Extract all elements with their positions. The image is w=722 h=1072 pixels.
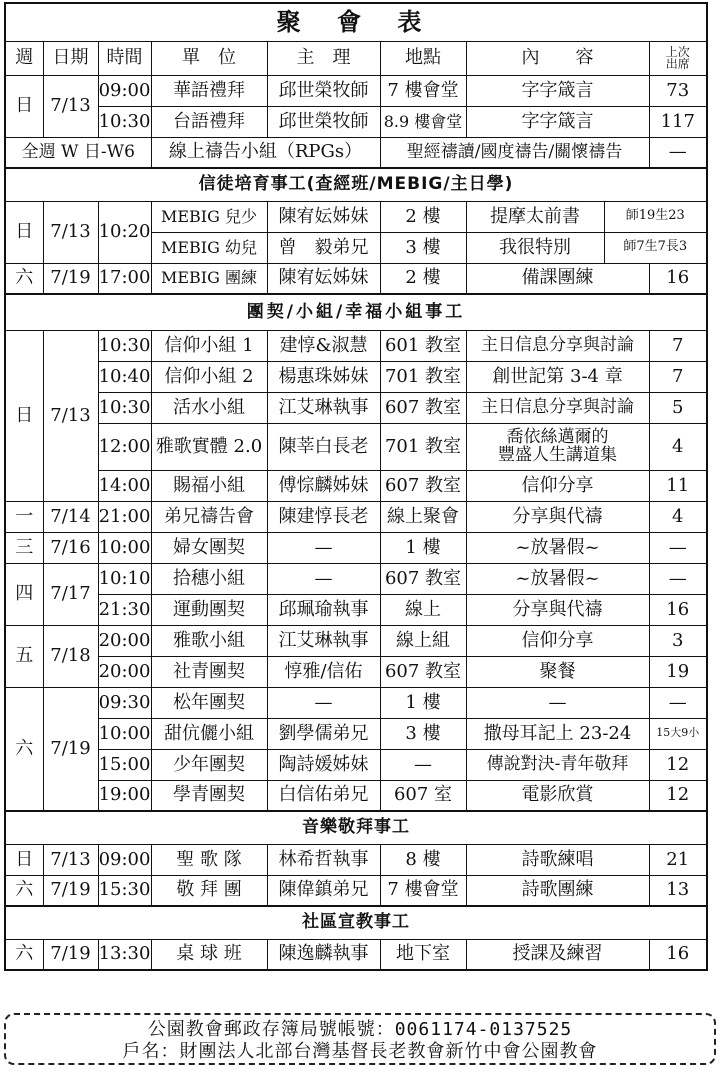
unit-cell: 聖 歌 隊 [151,844,267,875]
host-cell: 陳建惇長老 [267,501,380,532]
unit-cell: 弟兄禱告會 [151,501,267,532]
table-row [5,594,707,625]
time-cell: 10:30 [98,330,151,361]
unit-cell: 華語禮拜 [151,75,267,106]
count-cell: 4 [649,423,707,470]
section-header-community: 社區宣教事工 [5,906,707,939]
place-cell: 701 教室 [380,423,466,470]
col-header-place: 地點 [380,41,466,75]
date-cell: 7/17 [43,563,98,625]
place-cell: 線上組 [380,625,466,656]
table-row [5,625,707,656]
day-cell: 四 [5,563,43,625]
host-cell: 楊惠珠姊妹 [267,361,380,392]
content-cell: 分享與代禱 [466,594,649,625]
count-cell: 3 [649,625,707,656]
date-cell: 7/16 [43,532,98,563]
table-row [5,532,707,563]
day-cell: 日 [5,330,43,501]
place-cell: 7 樓會堂 [380,875,466,906]
table-row [5,330,707,361]
time-cell: 19:00 [98,780,151,811]
table-row [5,875,707,906]
date-cell: 7/13 [43,75,98,137]
host-cell: 邱世榮牧師 [267,75,380,106]
section-header-education: 信徒培育事工(查經班/MEBIG/主日學) [5,168,707,201]
place-cell: 8.9 樓會堂 [380,106,466,137]
place-cell: 7 樓會堂 [380,75,466,106]
unit-cell: 少年團契 [151,749,267,780]
unit-cell: 活水小組 [151,392,267,423]
col-header-date: 日期 [43,41,98,75]
content-cell: 備課團練 [466,263,649,294]
table-row [5,749,707,780]
host-cell: — [267,532,380,563]
day-cell: 六 [5,263,43,294]
table-row [5,470,707,501]
col-header-attendance: 上次 出席 [649,41,707,75]
time-cell: 10:40 [98,361,151,392]
place-cell: — [380,749,466,780]
host-cell: 江艾琳執事 [267,392,380,423]
table-row [5,844,707,875]
unit-cell: 拾穗小組 [151,563,267,594]
place-cell: 3 樓 [380,718,466,749]
page-title: 聚 會 表 [5,3,707,41]
time-cell: 10:00 [98,532,151,563]
time-cell: 20:00 [98,656,151,687]
table-row [5,137,707,168]
section-header-fellowship: 團契/小組/幸福小組事工 [5,294,707,330]
content-cell: 喬依絲邁爾的 豐盛人生講道集 [466,423,649,470]
date-cell: 7/19 [43,939,98,970]
content-cell: 字字箴言 [466,75,649,106]
date-cell: 7/13 [43,201,98,263]
count-cell: — [649,563,707,594]
host-cell: 陳莘白長老 [267,423,380,470]
content-cell: ~放暑假~ [466,563,649,594]
count-cell: 16 [649,594,707,625]
count-cell: 7 [649,330,707,361]
place-cell: 線上 [380,594,466,625]
count-cell: 117 [649,106,707,137]
unit-cell: MEBIG 兒少 [151,201,267,232]
count-cell: — [649,532,707,563]
date-cell: 7/18 [43,625,98,687]
table-row [5,263,707,294]
table-row [5,361,707,392]
host-cell: 陳宥妘姊妹 [267,201,380,232]
table-row [5,501,707,532]
place-cell: 601 教室 [380,330,466,361]
date-cell: 7/14 [43,501,98,532]
host-cell: 陳宥妘姊妹 [267,263,380,294]
unit-cell: MEBIG 團練 [151,263,267,294]
place-cell: 607 教室 [380,563,466,594]
table-row [5,656,707,687]
place-cell: 607 教室 [380,392,466,423]
count-cell: 19 [649,656,707,687]
col-header-unit: 單 位 [151,41,267,75]
content-cell: 詩歌團練 [466,875,649,906]
unit-cell: 學青團契 [151,780,267,811]
unit-cell: 台語禮拜 [151,106,267,137]
time-cell: 20:00 [98,625,151,656]
table-row [5,75,707,106]
unit-cell: 運動團契 [151,594,267,625]
content-cell: — [466,687,649,718]
count-cell: 5 [649,392,707,423]
host-cell: 劉學儒弟兄 [267,718,380,749]
unit-cell: 松年團契 [151,687,267,718]
day-cell: 一 [5,501,43,532]
host-cell: 陳偉鎮弟兄 [267,875,380,906]
count-cell: 16 [649,939,707,970]
content-cell: 創世記第 3-4 章 [466,361,649,392]
unit-cell: 信仰小組 1 [151,330,267,361]
count-cell: — [649,137,707,168]
count-cell: 73 [649,75,707,106]
host-cell: 邱世榮牧師 [267,106,380,137]
time-cell: 10:30 [98,392,151,423]
host-cell: 惇雅/信佑 [267,656,380,687]
content-cell: 主日信息分享與討論 [466,330,649,361]
host-cell: — [267,563,380,594]
time-cell: 09:00 [98,844,151,875]
time-cell: 21:00 [98,501,151,532]
schedule-table [4,2,708,971]
time-cell: 10:30 [98,106,151,137]
time-cell: 15:30 [98,875,151,906]
place-cell: 8 樓 [380,844,466,875]
unit-cell: 雅歌實體 2.0 [151,423,267,470]
time-cell: 21:30 [98,594,151,625]
content-cell: 聖經禱讀/國度禱告/關懷禱告 [380,137,649,168]
host-cell: 邱珮瑜執事 [267,594,380,625]
count-cell: 4 [649,501,707,532]
day-cell: 三 [5,532,43,563]
table-row [5,392,707,423]
place-cell: 607 教室 [380,470,466,501]
time-cell: 09:00 [98,75,151,106]
account-info-box [4,1013,716,1065]
table-row [5,106,707,137]
table-row [5,423,707,470]
count-cell: 師19生23 [604,201,707,232]
date-cell: 7/19 [43,687,98,811]
unit-cell: 婦女團契 [151,532,267,563]
count-cell: 12 [649,780,707,811]
host-cell: 陶詩媛姊妹 [267,749,380,780]
content-cell: 撒母耳記上 23-24 [466,718,649,749]
day-cell: 六 [5,939,43,970]
time-cell: 14:00 [98,470,151,501]
place-cell: 1 樓 [380,687,466,718]
content-cell: 提摩太前書 [466,201,604,232]
place-cell: 607 室 [380,780,466,811]
host-cell: 陳逸麟執事 [267,939,380,970]
count-cell: 12 [649,749,707,780]
count-cell: 21 [649,844,707,875]
span-cell: 全週 W 日-W6 [5,137,151,168]
content-cell: ~放暑假~ [466,532,649,563]
col-header-time: 時間 [98,41,151,75]
date-cell: 7/13 [43,330,98,501]
count-cell: 師7生7長3 [604,232,707,263]
content-cell: 傳說對決-青年敬拜 [466,749,649,780]
table-row [5,687,707,718]
day-cell: 五 [5,625,43,687]
day-cell: 日 [5,844,43,875]
day-cell: 六 [5,875,43,906]
content-cell: 電影欣賞 [466,780,649,811]
time-cell: 10:20 [98,201,151,263]
account-name-line: 戶名：財團法人北部台灣基督長老教會新竹中會公園教會 [122,1041,598,1062]
host-cell: 傅悰麟姊妹 [267,470,380,501]
unit-cell: MEBIG 幼兒 [151,232,267,263]
count-cell: 11 [649,470,707,501]
table-row [5,939,707,970]
place-cell: 3 樓 [380,232,466,263]
day-cell: 六 [5,687,43,811]
unit-cell: 社青團契 [151,656,267,687]
content-cell: 詩歌練唱 [466,844,649,875]
content-cell: 信仰分享 [466,625,649,656]
count-cell: 15大9小 [649,718,707,749]
table-row [5,201,707,232]
time-cell: 17:00 [98,263,151,294]
unit-cell: 敬 拜 團 [151,875,267,906]
place-cell: 線上聚會 [380,501,466,532]
section-header-music: 音樂敬拜事工 [5,811,707,844]
host-cell: — [267,687,380,718]
content-cell: 授課及練習 [466,939,649,970]
col-header-week: 週 [5,41,43,75]
unit-cell: 桌 球 班 [151,939,267,970]
unit-cell: 線上禱告小組（RPGs） [151,137,380,168]
col-header-host: 主 理 [267,41,380,75]
place-cell: 701 教室 [380,361,466,392]
time-cell: 13:30 [98,939,151,970]
postal-account-line: 公園教會郵政存簿局號帳號：0061174-0137525 [147,1019,573,1040]
host-cell: 林希哲執事 [267,844,380,875]
date-cell: 7/19 [43,263,98,294]
content-cell: 分享與代禱 [466,501,649,532]
unit-cell: 信仰小組 2 [151,361,267,392]
content-cell: 字字箴言 [466,106,649,137]
place-cell: 2 樓 [380,201,466,232]
content-cell: 我很特別 [466,232,604,263]
host-cell: 建惇&淑慧 [267,330,380,361]
count-cell: 7 [649,361,707,392]
date-cell: 7/13 [43,844,98,875]
place-cell: 地下室 [380,939,466,970]
host-cell: 江艾琳執事 [267,625,380,656]
time-cell: 10:10 [98,563,151,594]
host-cell: 曾 毅弟兄 [267,232,380,263]
place-cell: 607 教室 [380,656,466,687]
host-cell: 白信佑弟兄 [267,780,380,811]
table-row [5,563,707,594]
place-cell: 1 樓 [380,532,466,563]
content-cell: 信仰分享 [466,470,649,501]
content-cell: 聚餐 [466,656,649,687]
count-cell: — [649,687,707,718]
content-cell: 主日信息分享與討論 [466,392,649,423]
unit-cell: 雅歌小組 [151,625,267,656]
day-cell: 日 [5,201,43,263]
table-row [5,780,707,811]
unit-cell: 賜福小組 [151,470,267,501]
col-header-content: 內 容 [466,41,649,75]
time-cell: 09:30 [98,687,151,718]
unit-cell: 甜伉儷小組 [151,718,267,749]
date-cell: 7/19 [43,875,98,906]
time-cell: 12:00 [98,423,151,470]
place-cell: 2 樓 [380,263,466,294]
time-cell: 10:00 [98,718,151,749]
day-cell: 日 [5,75,43,137]
time-cell: 15:00 [98,749,151,780]
count-cell: 16 [649,263,707,294]
table-row [5,718,707,749]
count-cell: 13 [649,875,707,906]
